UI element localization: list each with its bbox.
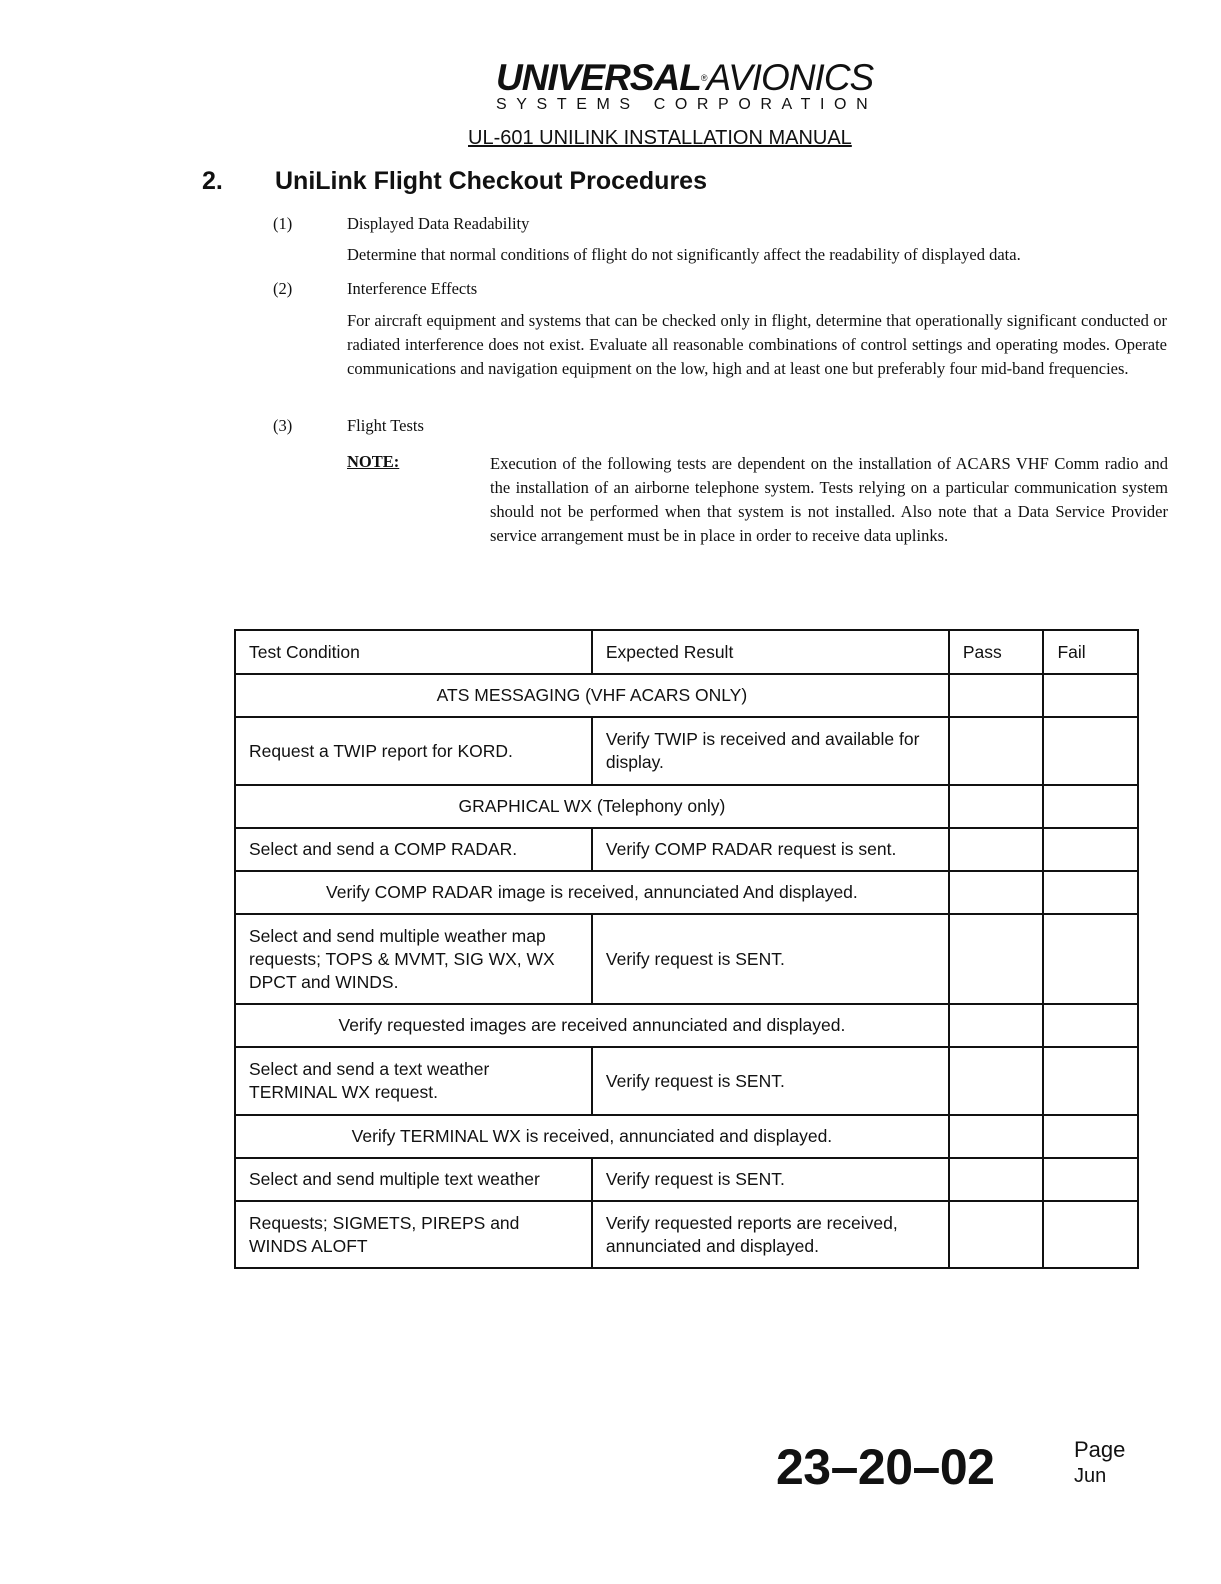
span-cell: Verify requested images are received annunciated and displayed. (235, 1004, 949, 1047)
header-expected-result: Expected Result (592, 630, 949, 674)
table-row (235, 1004, 1138, 1047)
condition-cell: Requests; SIGMETS, PIREPS and WINDS ALOFT (235, 1201, 592, 1268)
fail-cell (1043, 1201, 1138, 1268)
item-number: (2) (273, 279, 293, 298)
result-cell: Verify request is SENT. (592, 1047, 949, 1115)
pass-cell (949, 674, 1044, 717)
page-label: Page (1074, 1437, 1126, 1462)
table-header-row (235, 630, 1138, 674)
table-row (235, 1201, 1138, 1268)
header-fail: Fail (1043, 630, 1138, 674)
pass-cell (949, 1115, 1044, 1158)
condition-cell: Request a TWIP report for KORD. (235, 717, 592, 785)
condition-cell: Select and send multiple text weather (235, 1158, 592, 1201)
table-row (235, 871, 1138, 914)
pass-cell (949, 1047, 1044, 1115)
item-body: Determine that normal conditions of flight do not significantly affect the readability of displayed data. (347, 245, 1021, 264)
result-cell: Verify request is SENT. (592, 914, 949, 1004)
pass-cell (949, 914, 1044, 1004)
manual-title: UL-601 UNILINK INSTALLATION MANUAL (468, 127, 852, 149)
item-title: Interference Effects (347, 279, 478, 298)
item-body: For aircraft equipment and systems that can be checked only in flight, determine that operationally significant conducted or radiated interference does not exist. Evaluate all reasonable combinations of control settings and operating modes. Operate communications and navigation equipment on the low, high and at least one but preferably four mid-band frequencies. (347, 311, 1167, 378)
table-row (235, 717, 1138, 785)
pass-cell (949, 871, 1044, 914)
header-test-condition: Test Condition (235, 630, 592, 674)
item-number: (1) (273, 214, 293, 233)
header-pass: Pass (949, 630, 1044, 674)
date-label: Jun (1074, 1465, 1107, 1487)
fail-cell (1043, 785, 1138, 828)
pass-cell (949, 828, 1044, 871)
fail-cell (1043, 1047, 1138, 1115)
table-row (235, 785, 1138, 828)
condition-cell: Select and send multiple weather map requests; TOPS & MVMT, SIG WX, WX DPCT and WINDS. (235, 914, 592, 1004)
pass-cell (949, 1158, 1044, 1201)
result-cell: Verify request is SENT. (592, 1158, 949, 1201)
table-row (235, 914, 1138, 1004)
company-logo (496, 58, 896, 118)
section-title: UniLink Flight Checkout Procedures (275, 167, 707, 195)
pass-cell (949, 1201, 1044, 1268)
fail-cell (1043, 717, 1138, 785)
fail-cell (1043, 914, 1138, 1004)
logo-light-text: AVIONICS (706, 57, 874, 98)
span-cell: GRAPHICAL WX (Telephony only) (235, 785, 949, 828)
note-body: Execution of the following tests are dependent on the installation of ACARS VHF Comm radio and the installation of an airborne telephone system. Tests relying on a particular communication system should not be performed when that system is not installed. Also note that a Data Service Provider service arrangement must be in place in order to receive data uplinks. (490, 454, 1168, 545)
chapter-code: 23–20–02 (776, 1439, 995, 1495)
span-cell: Verify TERMINAL WX is received, annunciated and displayed. (235, 1115, 949, 1158)
table-row (235, 828, 1138, 871)
result-cell: Verify TWIP is received and available for display. (592, 717, 949, 785)
pass-cell (949, 785, 1044, 828)
pass-cell (949, 717, 1044, 785)
registered-mark: ® (700, 73, 707, 83)
section-number: 2. (202, 167, 223, 195)
logo-wordmark (496, 58, 896, 98)
table-row (235, 674, 1138, 717)
table-row (235, 1115, 1138, 1158)
fail-cell (1043, 674, 1138, 717)
flight-checkout-table (234, 629, 1139, 1269)
table-row (235, 1158, 1138, 1201)
span-cell: ATS MESSAGING (VHF ACARS ONLY) (235, 674, 949, 717)
logo-subtitle: SYSTEMS CORPORATION (496, 96, 878, 113)
fail-cell (1043, 1004, 1138, 1047)
fail-cell (1043, 1115, 1138, 1158)
item-number: (3) (273, 416, 293, 435)
fail-cell (1043, 871, 1138, 914)
note-label: NOTE: (347, 452, 400, 471)
condition-cell: Select and send a text weather TERMINAL WX request. (235, 1047, 592, 1115)
fail-cell (1043, 828, 1138, 871)
item-title: Displayed Data Readability (347, 214, 530, 233)
table-row (235, 1047, 1138, 1115)
pass-cell (949, 1004, 1044, 1047)
logo-bold-text: UNIVERSAL (496, 57, 701, 98)
result-cell: Verify COMP RADAR request is sent. (592, 828, 949, 871)
result-cell: Verify requested reports are received, annunciated and displayed. (592, 1201, 949, 1268)
fail-cell (1043, 1158, 1138, 1201)
span-cell: Verify COMP RADAR image is received, annunciated And displayed. (235, 871, 949, 914)
condition-cell: Select and send a COMP RADAR. (235, 828, 592, 871)
item-title: Flight Tests (347, 416, 424, 435)
